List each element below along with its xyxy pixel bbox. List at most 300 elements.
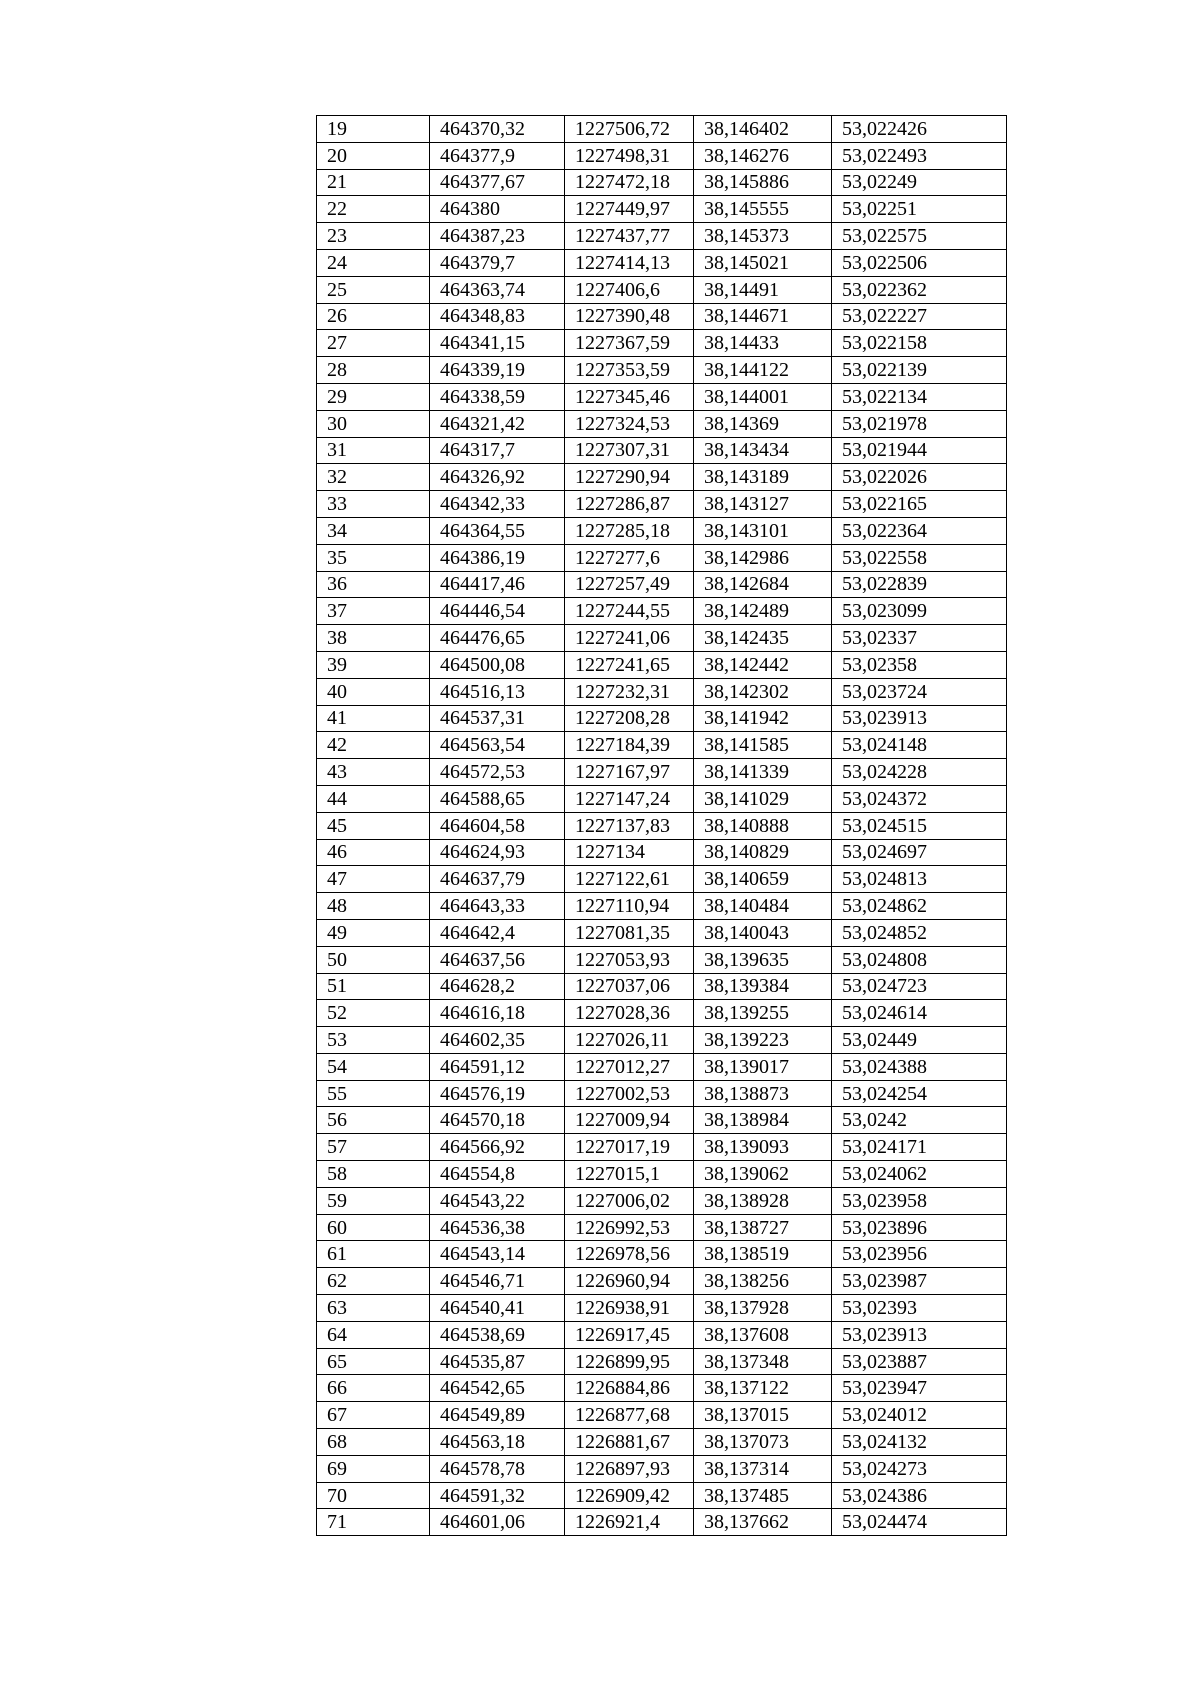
y-coordinate-cell: 1226992,53 [565, 1214, 694, 1241]
table-row [317, 1268, 1007, 1295]
latitude-cell: 53,02358 [832, 651, 1007, 678]
longitude-cell: 38,142442 [694, 651, 832, 678]
x-coordinate-cell: 464348,83 [430, 303, 565, 330]
longitude-cell: 38,145373 [694, 223, 832, 250]
latitude-cell: 53,024808 [832, 946, 1007, 973]
table-row [317, 249, 1007, 276]
table-row [317, 491, 1007, 518]
latitude-cell: 53,024723 [832, 973, 1007, 1000]
table-row [317, 437, 1007, 464]
table-row [317, 464, 1007, 491]
y-coordinate-cell: 1227081,35 [565, 919, 694, 946]
y-coordinate-cell: 1227006,02 [565, 1187, 694, 1214]
table-row [317, 1107, 1007, 1134]
x-coordinate-cell: 464380 [430, 196, 565, 223]
longitude-cell: 38,144122 [694, 357, 832, 384]
latitude-cell: 53,024852 [832, 919, 1007, 946]
table-row [317, 276, 1007, 303]
table-row [317, 1214, 1007, 1241]
latitude-cell: 53,023896 [832, 1214, 1007, 1241]
longitude-cell: 38,137015 [694, 1402, 832, 1429]
y-coordinate-cell: 1227002,53 [565, 1080, 694, 1107]
latitude-cell: 53,022362 [832, 276, 1007, 303]
y-coordinate-cell: 1227324,53 [565, 410, 694, 437]
point-number-cell: 39 [317, 651, 430, 678]
x-coordinate-cell: 464637,79 [430, 866, 565, 893]
latitude-cell: 53,022364 [832, 517, 1007, 544]
longitude-cell: 38,140043 [694, 919, 832, 946]
table-row [317, 1161, 1007, 1188]
table-row [317, 1241, 1007, 1268]
x-coordinate-cell: 464537,31 [430, 705, 565, 732]
longitude-cell: 38,137314 [694, 1455, 832, 1482]
x-coordinate-cell: 464317,7 [430, 437, 565, 464]
y-coordinate-cell: 1227390,48 [565, 303, 694, 330]
longitude-cell: 38,142435 [694, 625, 832, 652]
longitude-cell: 38,137348 [694, 1348, 832, 1375]
longitude-cell: 38,137073 [694, 1429, 832, 1456]
x-coordinate-cell: 464538,69 [430, 1321, 565, 1348]
y-coordinate-cell: 1227167,97 [565, 759, 694, 786]
y-coordinate-cell: 1227134 [565, 839, 694, 866]
longitude-cell: 38,14369 [694, 410, 832, 437]
x-coordinate-cell: 464326,92 [430, 464, 565, 491]
longitude-cell: 38,139062 [694, 1161, 832, 1188]
y-coordinate-cell: 1227028,36 [565, 1000, 694, 1027]
x-coordinate-cell: 464542,65 [430, 1375, 565, 1402]
table-row [317, 732, 1007, 759]
longitude-cell: 38,137662 [694, 1509, 832, 1536]
table-row [317, 330, 1007, 357]
y-coordinate-cell: 1227015,1 [565, 1161, 694, 1188]
longitude-cell: 38,138519 [694, 1241, 832, 1268]
y-coordinate-cell: 1226884,86 [565, 1375, 694, 1402]
x-coordinate-cell: 464549,89 [430, 1402, 565, 1429]
y-coordinate-cell: 1227110,94 [565, 893, 694, 920]
point-number-cell: 27 [317, 330, 430, 357]
table-row [317, 142, 1007, 169]
x-coordinate-cell: 464546,71 [430, 1268, 565, 1295]
x-coordinate-cell: 464576,19 [430, 1080, 565, 1107]
point-number-cell: 45 [317, 812, 430, 839]
y-coordinate-cell: 1227037,06 [565, 973, 694, 1000]
y-coordinate-cell: 1227449,97 [565, 196, 694, 223]
point-number-cell: 64 [317, 1321, 430, 1348]
latitude-cell: 53,02337 [832, 625, 1007, 652]
table-row [317, 1375, 1007, 1402]
point-number-cell: 35 [317, 544, 430, 571]
longitude-cell: 38,140829 [694, 839, 832, 866]
point-number-cell: 62 [317, 1268, 430, 1295]
x-coordinate-cell: 464535,87 [430, 1348, 565, 1375]
x-coordinate-cell: 464604,58 [430, 812, 565, 839]
y-coordinate-cell: 1227414,13 [565, 249, 694, 276]
x-coordinate-cell: 464387,23 [430, 223, 565, 250]
x-coordinate-cell: 464364,55 [430, 517, 565, 544]
longitude-cell: 38,139635 [694, 946, 832, 973]
table-row [317, 1482, 1007, 1509]
longitude-cell: 38,143189 [694, 464, 832, 491]
longitude-cell: 38,138256 [694, 1268, 832, 1295]
coordinates-table-body [317, 116, 1007, 1536]
table-row [317, 116, 1007, 143]
y-coordinate-cell: 1227498,31 [565, 142, 694, 169]
point-number-cell: 57 [317, 1134, 430, 1161]
longitude-cell: 38,146276 [694, 142, 832, 169]
point-number-cell: 66 [317, 1375, 430, 1402]
longitude-cell: 38,137608 [694, 1321, 832, 1348]
x-coordinate-cell: 464642,4 [430, 919, 565, 946]
latitude-cell: 53,022506 [832, 249, 1007, 276]
point-number-cell: 38 [317, 625, 430, 652]
table-row [317, 169, 1007, 196]
latitude-cell: 53,022134 [832, 383, 1007, 410]
longitude-cell: 38,139255 [694, 1000, 832, 1027]
latitude-cell: 53,023947 [832, 1375, 1007, 1402]
y-coordinate-cell: 1226960,94 [565, 1268, 694, 1295]
table-row [317, 812, 1007, 839]
point-number-cell: 44 [317, 785, 430, 812]
longitude-cell: 38,140484 [694, 893, 832, 920]
point-number-cell: 42 [317, 732, 430, 759]
table-row [317, 410, 1007, 437]
x-coordinate-cell: 464446,54 [430, 598, 565, 625]
table-row [317, 598, 1007, 625]
y-coordinate-cell: 1226897,93 [565, 1455, 694, 1482]
longitude-cell: 38,143101 [694, 517, 832, 544]
latitude-cell: 53,024697 [832, 839, 1007, 866]
table-row [317, 1348, 1007, 1375]
longitude-cell: 38,138873 [694, 1080, 832, 1107]
longitude-cell: 38,142489 [694, 598, 832, 625]
point-number-cell: 23 [317, 223, 430, 250]
point-number-cell: 58 [317, 1161, 430, 1188]
latitude-cell: 53,021944 [832, 437, 1007, 464]
latitude-cell: 53,022839 [832, 571, 1007, 598]
x-coordinate-cell: 464339,19 [430, 357, 565, 384]
table-row [317, 1321, 1007, 1348]
x-coordinate-cell: 464563,18 [430, 1429, 565, 1456]
point-number-cell: 65 [317, 1348, 430, 1375]
table-row [317, 1187, 1007, 1214]
latitude-cell: 53,02249 [832, 169, 1007, 196]
latitude-cell: 53,021978 [832, 410, 1007, 437]
longitude-cell: 38,14433 [694, 330, 832, 357]
latitude-cell: 53,024012 [832, 1402, 1007, 1429]
x-coordinate-cell: 464572,53 [430, 759, 565, 786]
latitude-cell: 53,022558 [832, 544, 1007, 571]
longitude-cell: 38,145886 [694, 169, 832, 196]
table-row [317, 1027, 1007, 1054]
table-row [317, 893, 1007, 920]
y-coordinate-cell: 1227345,46 [565, 383, 694, 410]
x-coordinate-cell: 464578,78 [430, 1455, 565, 1482]
y-coordinate-cell: 1227472,18 [565, 169, 694, 196]
point-number-cell: 48 [317, 893, 430, 920]
point-number-cell: 40 [317, 678, 430, 705]
y-coordinate-cell: 1227367,59 [565, 330, 694, 357]
y-coordinate-cell: 1226917,45 [565, 1321, 694, 1348]
latitude-cell: 53,024171 [832, 1134, 1007, 1161]
point-number-cell: 53 [317, 1027, 430, 1054]
table-row [317, 1455, 1007, 1482]
table-row [317, 357, 1007, 384]
latitude-cell: 53,024132 [832, 1429, 1007, 1456]
latitude-cell: 53,022575 [832, 223, 1007, 250]
latitude-cell: 53,023913 [832, 705, 1007, 732]
x-coordinate-cell: 464379,7 [430, 249, 565, 276]
point-number-cell: 63 [317, 1295, 430, 1322]
table-row [317, 383, 1007, 410]
longitude-cell: 38,138928 [694, 1187, 832, 1214]
table-row [317, 1429, 1007, 1456]
point-number-cell: 32 [317, 464, 430, 491]
latitude-cell: 53,023099 [832, 598, 1007, 625]
point-number-cell: 56 [317, 1107, 430, 1134]
point-number-cell: 22 [317, 196, 430, 223]
y-coordinate-cell: 1227506,72 [565, 116, 694, 143]
y-coordinate-cell: 1227208,28 [565, 705, 694, 732]
y-coordinate-cell: 1227285,18 [565, 517, 694, 544]
point-number-cell: 33 [317, 491, 430, 518]
table-row [317, 919, 1007, 946]
y-coordinate-cell: 1227147,24 [565, 785, 694, 812]
latitude-cell: 53,022165 [832, 491, 1007, 518]
y-coordinate-cell: 1227257,49 [565, 571, 694, 598]
table-row [317, 196, 1007, 223]
x-coordinate-cell: 464338,59 [430, 383, 565, 410]
y-coordinate-cell: 1226909,42 [565, 1482, 694, 1509]
latitude-cell: 53,024372 [832, 785, 1007, 812]
point-number-cell: 59 [317, 1187, 430, 1214]
table-row [317, 705, 1007, 732]
latitude-cell: 53,02251 [832, 196, 1007, 223]
longitude-cell: 38,145021 [694, 249, 832, 276]
x-coordinate-cell: 464476,65 [430, 625, 565, 652]
table-row [317, 759, 1007, 786]
point-number-cell: 52 [317, 1000, 430, 1027]
y-coordinate-cell: 1226877,68 [565, 1402, 694, 1429]
table-row [317, 1080, 1007, 1107]
latitude-cell: 53,024062 [832, 1161, 1007, 1188]
latitude-cell: 53,023887 [832, 1348, 1007, 1375]
point-number-cell: 69 [317, 1455, 430, 1482]
latitude-cell: 53,024862 [832, 893, 1007, 920]
longitude-cell: 38,14491 [694, 276, 832, 303]
y-coordinate-cell: 1227122,61 [565, 866, 694, 893]
table-row [317, 517, 1007, 544]
x-coordinate-cell: 464601,06 [430, 1509, 565, 1536]
longitude-cell: 38,143434 [694, 437, 832, 464]
table-row [317, 1402, 1007, 1429]
point-number-cell: 55 [317, 1080, 430, 1107]
x-coordinate-cell: 464591,12 [430, 1053, 565, 1080]
longitude-cell: 38,137928 [694, 1295, 832, 1322]
longitude-cell: 38,138984 [694, 1107, 832, 1134]
y-coordinate-cell: 1227290,94 [565, 464, 694, 491]
point-number-cell: 49 [317, 919, 430, 946]
x-coordinate-cell: 464543,22 [430, 1187, 565, 1214]
y-coordinate-cell: 1226881,67 [565, 1429, 694, 1456]
point-number-cell: 67 [317, 1402, 430, 1429]
longitude-cell: 38,137485 [694, 1482, 832, 1509]
latitude-cell: 53,024254 [832, 1080, 1007, 1107]
latitude-cell: 53,024614 [832, 1000, 1007, 1027]
x-coordinate-cell: 464637,56 [430, 946, 565, 973]
latitude-cell: 53,024388 [832, 1053, 1007, 1080]
point-number-cell: 28 [317, 357, 430, 384]
y-coordinate-cell: 1227012,27 [565, 1053, 694, 1080]
longitude-cell: 38,141585 [694, 732, 832, 759]
x-coordinate-cell: 464554,8 [430, 1161, 565, 1188]
y-coordinate-cell: 1227137,83 [565, 812, 694, 839]
longitude-cell: 38,145555 [694, 196, 832, 223]
coordinates-table [316, 115, 1007, 1536]
table-row [317, 1053, 1007, 1080]
longitude-cell: 38,141942 [694, 705, 832, 732]
latitude-cell: 53,023913 [832, 1321, 1007, 1348]
longitude-cell: 38,146402 [694, 116, 832, 143]
table-row [317, 571, 1007, 598]
point-number-cell: 51 [317, 973, 430, 1000]
longitude-cell: 38,139384 [694, 973, 832, 1000]
longitude-cell: 38,139017 [694, 1053, 832, 1080]
longitude-cell: 38,143127 [694, 491, 832, 518]
longitude-cell: 38,139093 [694, 1134, 832, 1161]
y-coordinate-cell: 1227307,31 [565, 437, 694, 464]
table-row [317, 625, 1007, 652]
y-coordinate-cell: 1227286,87 [565, 491, 694, 518]
latitude-cell: 53,024515 [832, 812, 1007, 839]
point-number-cell: 31 [317, 437, 430, 464]
table-row [317, 866, 1007, 893]
longitude-cell: 38,139223 [694, 1027, 832, 1054]
y-coordinate-cell: 1227437,77 [565, 223, 694, 250]
point-number-cell: 26 [317, 303, 430, 330]
x-coordinate-cell: 464624,93 [430, 839, 565, 866]
point-number-cell: 24 [317, 249, 430, 276]
y-coordinate-cell: 1227277,6 [565, 544, 694, 571]
latitude-cell: 53,024228 [832, 759, 1007, 786]
table-row [317, 1000, 1007, 1027]
y-coordinate-cell: 1227017,19 [565, 1134, 694, 1161]
x-coordinate-cell: 464377,9 [430, 142, 565, 169]
point-number-cell: 21 [317, 169, 430, 196]
longitude-cell: 38,138727 [694, 1214, 832, 1241]
point-number-cell: 41 [317, 705, 430, 732]
latitude-cell: 53,022426 [832, 116, 1007, 143]
latitude-cell: 53,023956 [832, 1241, 1007, 1268]
table-row [317, 223, 1007, 250]
longitude-cell: 38,140659 [694, 866, 832, 893]
point-number-cell: 19 [317, 116, 430, 143]
x-coordinate-cell: 464516,13 [430, 678, 565, 705]
point-number-cell: 34 [317, 517, 430, 544]
y-coordinate-cell: 1227406,6 [565, 276, 694, 303]
y-coordinate-cell: 1227353,59 [565, 357, 694, 384]
point-number-cell: 71 [317, 1509, 430, 1536]
x-coordinate-cell: 464566,92 [430, 1134, 565, 1161]
latitude-cell: 53,023724 [832, 678, 1007, 705]
y-coordinate-cell: 1227232,31 [565, 678, 694, 705]
point-number-cell: 47 [317, 866, 430, 893]
latitude-cell: 53,023958 [832, 1187, 1007, 1214]
latitude-cell: 53,022139 [832, 357, 1007, 384]
y-coordinate-cell: 1227244,55 [565, 598, 694, 625]
latitude-cell: 53,024273 [832, 1455, 1007, 1482]
y-coordinate-cell: 1226921,4 [565, 1509, 694, 1536]
x-coordinate-cell: 464536,38 [430, 1214, 565, 1241]
x-coordinate-cell: 464616,18 [430, 1000, 565, 1027]
longitude-cell: 38,142302 [694, 678, 832, 705]
point-number-cell: 50 [317, 946, 430, 973]
latitude-cell: 53,0242 [832, 1107, 1007, 1134]
table-row [317, 973, 1007, 1000]
latitude-cell: 53,024474 [832, 1509, 1007, 1536]
table-row [317, 1134, 1007, 1161]
x-coordinate-cell: 464370,32 [430, 116, 565, 143]
table-row [317, 303, 1007, 330]
point-number-cell: 37 [317, 598, 430, 625]
latitude-cell: 53,022493 [832, 142, 1007, 169]
longitude-cell: 38,142684 [694, 571, 832, 598]
longitude-cell: 38,144671 [694, 303, 832, 330]
x-coordinate-cell: 464591,32 [430, 1482, 565, 1509]
latitude-cell: 53,024386 [832, 1482, 1007, 1509]
x-coordinate-cell: 464341,15 [430, 330, 565, 357]
y-coordinate-cell: 1227026,11 [565, 1027, 694, 1054]
longitude-cell: 38,140888 [694, 812, 832, 839]
latitude-cell: 53,022158 [832, 330, 1007, 357]
point-number-cell: 70 [317, 1482, 430, 1509]
table-row [317, 1295, 1007, 1322]
x-coordinate-cell: 464342,33 [430, 491, 565, 518]
table-row [317, 651, 1007, 678]
y-coordinate-cell: 1227009,94 [565, 1107, 694, 1134]
x-coordinate-cell: 464540,41 [430, 1295, 565, 1322]
point-number-cell: 54 [317, 1053, 430, 1080]
x-coordinate-cell: 464643,33 [430, 893, 565, 920]
x-coordinate-cell: 464602,35 [430, 1027, 565, 1054]
y-coordinate-cell: 1227053,93 [565, 946, 694, 973]
y-coordinate-cell: 1227241,06 [565, 625, 694, 652]
y-coordinate-cell: 1227184,39 [565, 732, 694, 759]
latitude-cell: 53,024813 [832, 866, 1007, 893]
x-coordinate-cell: 464563,54 [430, 732, 565, 759]
x-coordinate-cell: 464500,08 [430, 651, 565, 678]
longitude-cell: 38,141029 [694, 785, 832, 812]
longitude-cell: 38,137122 [694, 1375, 832, 1402]
longitude-cell: 38,141339 [694, 759, 832, 786]
point-number-cell: 68 [317, 1429, 430, 1456]
latitude-cell: 53,024148 [832, 732, 1007, 759]
latitude-cell: 53,022227 [832, 303, 1007, 330]
point-number-cell: 29 [317, 383, 430, 410]
point-number-cell: 60 [317, 1214, 430, 1241]
x-coordinate-cell: 464363,74 [430, 276, 565, 303]
table-row [317, 785, 1007, 812]
y-coordinate-cell: 1227241,65 [565, 651, 694, 678]
x-coordinate-cell: 464543,14 [430, 1241, 565, 1268]
latitude-cell: 53,022026 [832, 464, 1007, 491]
x-coordinate-cell: 464570,18 [430, 1107, 565, 1134]
point-number-cell: 61 [317, 1241, 430, 1268]
x-coordinate-cell: 464588,65 [430, 785, 565, 812]
table-row [317, 946, 1007, 973]
point-number-cell: 20 [317, 142, 430, 169]
longitude-cell: 38,142986 [694, 544, 832, 571]
table-row [317, 678, 1007, 705]
